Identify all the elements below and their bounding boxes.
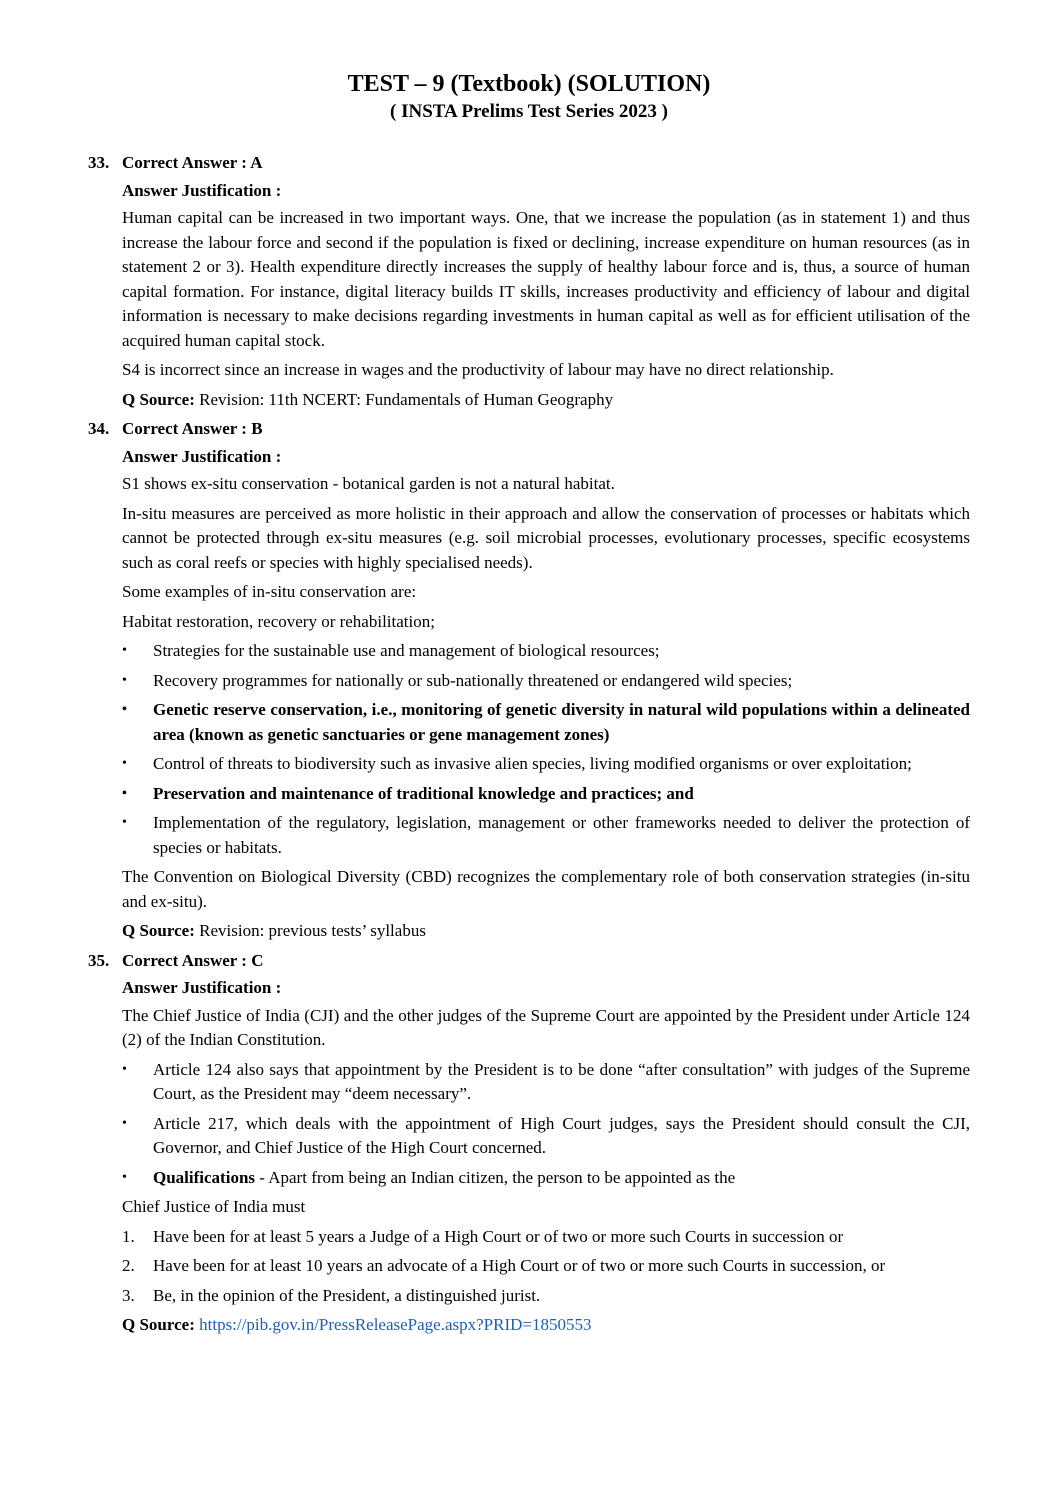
question-number: 33.: [88, 153, 110, 172]
paragraph: Chief Justice of India must: [122, 1197, 306, 1216]
bullet-icon: •: [122, 672, 127, 688]
answer-justification-label: Answer Justification :: [122, 978, 282, 997]
question-35: [88, 949, 970, 1338]
bullet-icon: •: [122, 815, 127, 830]
source-link[interactable]: https://pib.gov.in/PressReleasePage.aspx?PRID=1850553: [199, 1315, 592, 1334]
paragraph: The Chief Justice of India (CJI) and the other judges of the Supreme Court are appointed by the President under Article 124 (2) of the Indian Constitution.: [122, 1005, 970, 1049]
question-number: 35.: [88, 950, 110, 970]
correct-answer-heading: [88, 151, 970, 176]
bullet-icon: •: [122, 1061, 127, 1077]
question-source: [122, 919, 970, 944]
bullet-icon: •: [122, 1115, 127, 1131]
bullet-icon: •: [122, 756, 127, 771]
question-33: [88, 151, 970, 412]
item-number: 3.: [122, 1285, 135, 1305]
question-number: 34.: [88, 419, 110, 438]
item-number: 2.: [122, 1256, 135, 1275]
paragraph: Human capital can be increased in two important ways. One, that we increase the population (as in statement 1) and thus increase the labour force and second if the population is fixed or declining, increase expenditure on human resources (as in statement 2 or 3). Health expenditure directly increases the supply of healthy labour force and is, thus, a source of human capital formation. For instance, digital literacy builds IT skills, increases productivity and efficiency of labour and digital information is necessary to make decisions regarding investments in human capital as well as for efficient utilisation of the acquired human capital stock.: [122, 208, 970, 350]
bullet-icon: •: [122, 643, 127, 658]
correct-answer-label: Correct Answer : B: [122, 419, 263, 438]
list-item: [122, 669, 970, 694]
source-label: Q Source:: [122, 921, 195, 940]
numbered-item: [122, 1284, 970, 1309]
list-item-text: Article 124 also says that appointment by the President is to be done “after consultation” with judges of the Supreme Court, as the President may “deem necessary”.: [153, 1059, 970, 1103]
document-body: [88, 151, 970, 1343]
correct-answer-heading: [88, 417, 970, 442]
list-item-text: Implementation of the regulatory, legislation, management or other frameworks needed to deliver the protection of species or habitats.: [153, 813, 970, 857]
page-subtitle: ( INSTA Prelims Test Series 2023 ): [390, 101, 668, 122]
numbered-item-text: Have been for at least 5 years a Judge of a High Court or of two or more such Courts in succession or: [153, 1226, 844, 1246]
list-item-text: - Apart from being an Indian citizen, the person to be appointed as the: [255, 1167, 736, 1187]
correct-answer-heading: [88, 949, 970, 974]
answer-justification-label: Answer Justification :: [122, 180, 282, 200]
paragraph: S4 is incorrect since an increase in wages and the productivity of labour may have no direct relationship.: [122, 360, 834, 379]
list-item-text: Preservation and maintenance of traditional knowledge and practices; and: [153, 783, 694, 803]
bullet-list: [122, 1058, 970, 1191]
question-source: [122, 388, 970, 413]
correct-answer-label: Correct Answer : C: [122, 950, 264, 970]
answer-justification-label: Answer Justification :: [122, 446, 282, 466]
correct-answer-label: Correct Answer : A: [122, 153, 263, 172]
list-item: [122, 752, 970, 777]
list-item-text: Genetic reserve conservation, i.e., monitoring of genetic diversity in natural wild populations within a delineated area (known as genetic sanctuaries or gene management zones): [153, 700, 970, 744]
item-number: 1.: [122, 1226, 135, 1246]
list-item-bold-prefix: Qualifications: [153, 1167, 256, 1187]
list-item: [122, 639, 970, 664]
bullet-icon: •: [122, 785, 127, 801]
source-text: Revision: previous tests’ syllabus: [194, 921, 426, 940]
page-title: TEST – 9 (Textbook) (SOLUTION): [347, 71, 711, 97]
list-item-text: Recovery programmes for nationally or sub-nationally threatened or endangered wild species;: [153, 670, 793, 690]
bullet-icon: •: [122, 702, 127, 717]
numbered-item: [122, 1254, 970, 1279]
paragraph: In-situ measures are perceived as more holistic in their approach and allow the conservation of processes or habitats which cannot be protected through ex-situ measures (e.g. soil microbial processes, evolutionary processes, specific ecosystems such as coral reefs or species with highly specialised needs).: [122, 503, 970, 572]
list-item: [122, 811, 970, 860]
bullet-list: [122, 639, 970, 860]
paragraph: The Convention on Biological Diversity (CBD) recognizes the complementary role of both conservation strategies (in-situ and ex-situ).: [122, 867, 970, 911]
numbered-list: [122, 1225, 970, 1309]
source-label: Q Source:: [122, 1315, 195, 1334]
bullet-icon: •: [122, 1169, 127, 1185]
list-item: [122, 698, 970, 747]
question-source: [122, 1313, 970, 1338]
list-item-text: Control of threats to biodiversity such as invasive alien species, living modified organisms or over exploitation;: [153, 754, 912, 773]
list-item: [122, 782, 970, 807]
source-text: Revision: 11th NCERT: Fundamentals of Human Geography: [194, 389, 614, 409]
numbered-item: [122, 1225, 970, 1250]
list-item: [122, 1058, 970, 1107]
list-item: [122, 1166, 970, 1191]
question-34: [88, 417, 970, 944]
paragraph: Habitat restoration, recovery or rehabilitation;: [122, 611, 435, 631]
source-label: Q Source:: [122, 389, 195, 409]
numbered-item-text: Have been for at least 10 years an advocate of a High Court or of two or more such Courts in succession, or: [153, 1256, 886, 1275]
paragraph: S1 shows ex-situ conservation - botanical garden is not a natural habitat.: [122, 474, 615, 493]
list-item-text: Article 217, which deals with the appointment of High Court judges, says the President should consult the CJI, Governor, and Chief Justice of the High Court concerned.: [153, 1113, 970, 1157]
list-item-text: Strategies for the sustainable use and management of biological resources;: [153, 641, 660, 660]
paragraph: Some examples of in-situ conservation are:: [122, 582, 417, 601]
list-item: [122, 1112, 970, 1161]
numbered-item-text: Be, in the opinion of the President, a distinguished jurist.: [153, 1285, 541, 1305]
